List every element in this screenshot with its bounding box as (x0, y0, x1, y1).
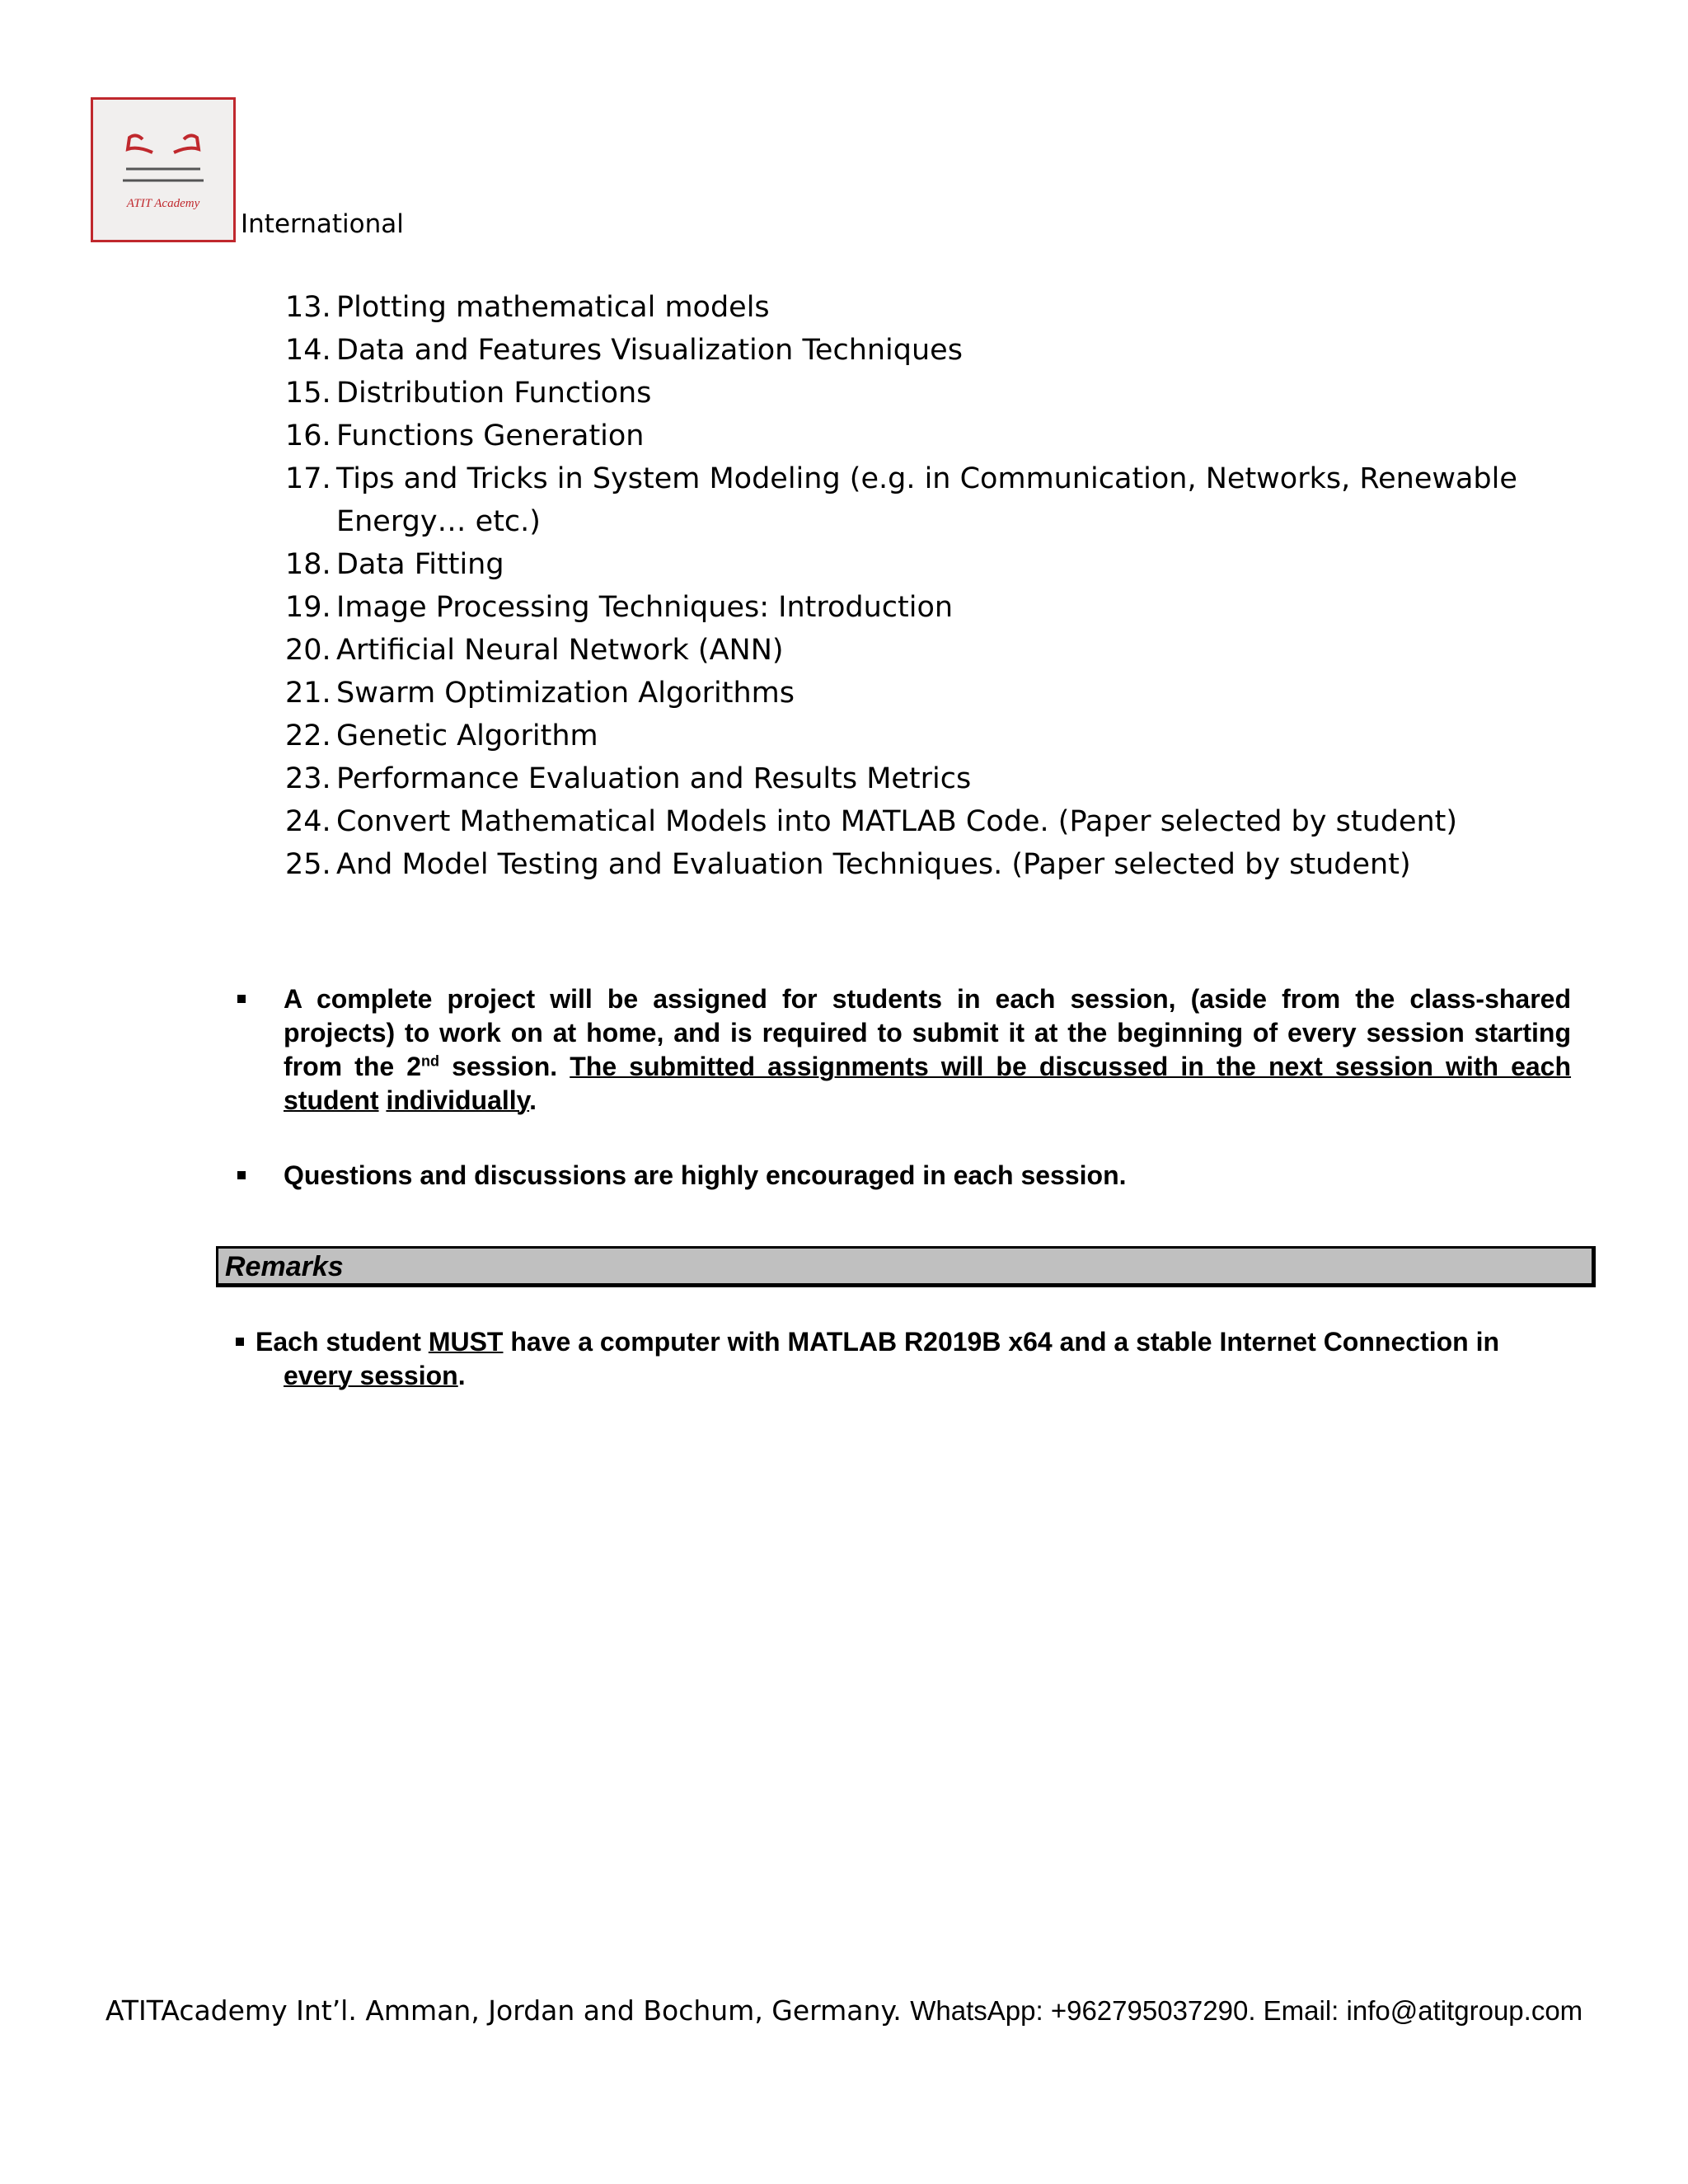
academy-logo (91, 97, 236, 242)
list-item: 23. Performance Evaluation and Results Metrics (285, 762, 972, 795)
list-item: 16. Functions Generation (285, 419, 645, 452)
list-item: 15. Distribution Functions (285, 377, 652, 410)
remarks-heading: Remarks (216, 1246, 1596, 1287)
list-item: 19. Image Processing Techniques: Introduction (285, 591, 954, 624)
square-bullet-icon (237, 1171, 246, 1179)
open-book-icon (93, 100, 233, 240)
list-item: 25. And Model Testing and Evaluation Techniques. (Paper selected by student) (285, 848, 1411, 881)
bullet-questions: Questions and discussions are highly encouraged in each session. (236, 1159, 1571, 1193)
bullet-section (236, 982, 1571, 1234)
page-footer: ATITAcademy Int’l. Amman, Jordan and Bochum, Germany. WhatsApp: +962795037290. Email: info@atitgroup.com (105, 1994, 1583, 2027)
list-item: 20. Artificial Neural Network (ANN) (285, 634, 784, 667)
list-item: 18. Data Fitting (285, 548, 504, 581)
topic-list (285, 286, 1546, 886)
list-item: 24. Convert Mathematical Models into MATLAB Code. (Paper selected by student) (285, 805, 1458, 838)
square-bullet-icon (236, 1338, 244, 1346)
list-item: 13. Plotting mathematical models (285, 291, 770, 324)
remark-computer-requirement: Each student MUST have a computer with MATLAB R2019B x64 and a stable Internet Connection in every session. (236, 1325, 1571, 1393)
list-item: 22. Genetic Algorithm (285, 719, 598, 752)
list-item: 17. Tips and Tricks in System Modeling (e.g. in Communication, Networks, Renewable Energy… etc.) (285, 462, 1517, 538)
header-label: International (241, 209, 404, 239)
list-item: 14. Data and Features Visualization Techniques (285, 334, 963, 367)
bullet-project-assignment: A complete project will be assigned for students in each session, (aside from the class-shared projects) to work on at home, and is required to submit it at the beginning of every session starting from the 2nd session. The submitted assignments will be discussed in the next session with each student individually. (236, 982, 1571, 1118)
logo-text: ATIT Academy (126, 197, 200, 210)
square-bullet-icon (237, 995, 246, 1003)
list-item: 21. Swarm Optimization Algorithms (285, 677, 795, 710)
